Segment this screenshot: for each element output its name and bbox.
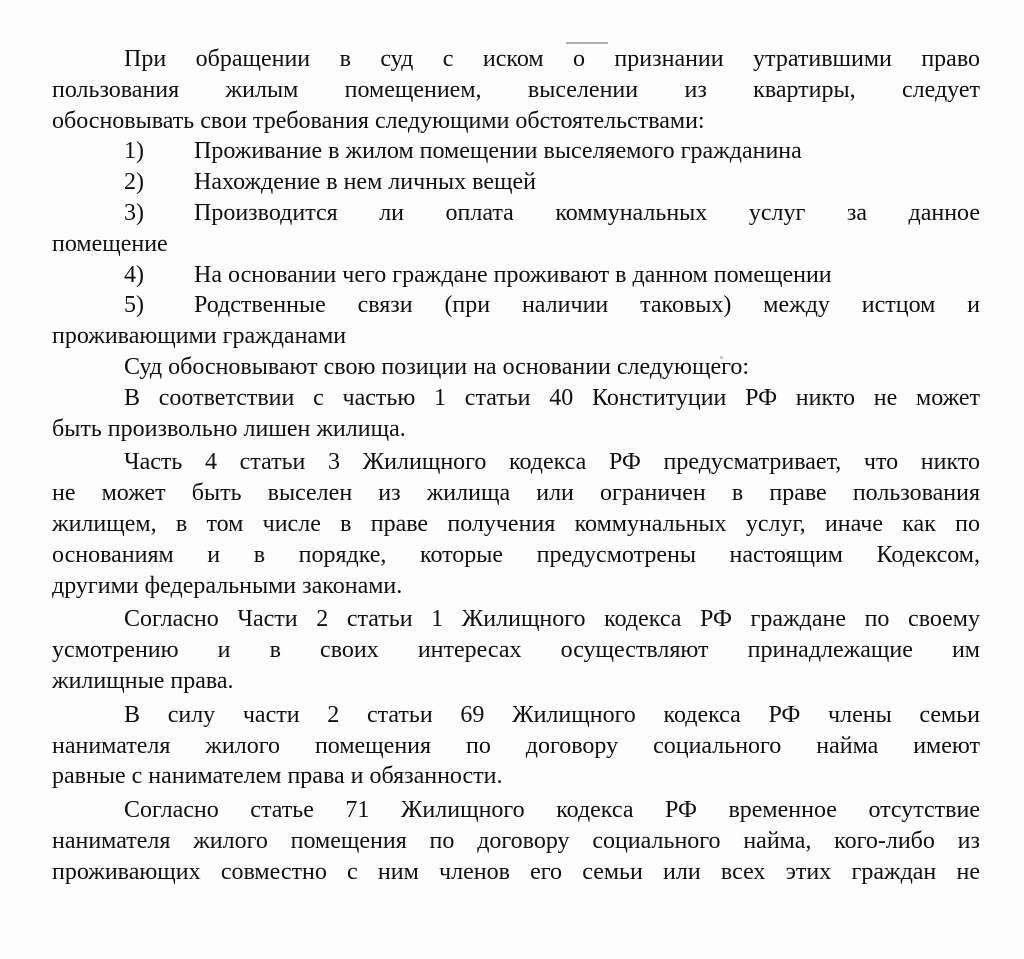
list-item-2-number: 2) — [124, 169, 144, 196]
document-body — [52, 44, 980, 888]
list-item-1 — [52, 136, 980, 167]
paragraph-3-line-3: жилищем, в том числе в праве получения коммунальных услуг, иначе как по — [52, 510, 980, 537]
paragraph-2-line-1: В соответствии с частью 1 статьи 40 Конституции РФ никто не может — [124, 384, 980, 411]
list-item-1-text: Проживание в жилом помещении выселяемого гражданина — [194, 138, 802, 165]
list-item-3-number: 3) — [124, 199, 144, 226]
paragraph-court: Суд обосновывают свою позиции на основании следующего: — [124, 353, 750, 380]
paragraph-5-line-3: равные с нанимателем права и обязанности. — [52, 763, 503, 790]
paragraph-6-line-1: Согласно статье 71 Жилищного кодекса РФ временное отсутствие — [124, 797, 980, 824]
list-item-5 — [52, 290, 980, 321]
paragraph-3-line-1: Часть 4 статьи 3 Жилищного кодекса РФ предусматривает, что никто — [124, 449, 980, 476]
list-item-4-number: 4) — [124, 261, 144, 288]
paragraph-1-line-3: обосновывать свои требования следующими обстоятельствами: — [52, 107, 705, 134]
paragraph-1-line-2: пользования жилым помещением, выселении из квартиры, следует — [52, 76, 980, 103]
list-item-5-text: Родственные связи (при наличии таковых) между истцом и — [194, 292, 980, 319]
paragraph-5-line-2: нанимателя жилого помещения по договору социального найма имеют — [52, 732, 980, 759]
list-item-4-text: На основании чего граждане проживают в данном помещении — [194, 261, 832, 288]
list-item-3 — [52, 198, 980, 229]
paragraph-1-line-1: При обращении в суд с иском о признании утратившими право — [124, 46, 980, 72]
paragraph-3-line-4: основаниям и в порядке, которые предусмотрены настоящим Кодексом, — [52, 541, 980, 568]
paragraph-4-line-1: Согласно Части 2 статьи 1 Жилищного кодекса РФ граждане по своему — [124, 606, 980, 633]
list-item-5-continuation: проживающими гражданами — [52, 323, 347, 350]
paragraph-4-line-2: усмотрению и в своих интересах осуществляют принадлежащие им — [52, 637, 980, 664]
paragraph-3-line-5: другими федеральными законами. — [52, 572, 403, 599]
list-item-3-continuation: помещение — [52, 230, 168, 257]
paragraph-6-line-2: нанимателя жилого помещения по договору социального найма, кого-либо из — [52, 827, 980, 854]
paragraph-6-line-3: проживающих совместно с ним членов его семьи или всех этих граждан не — [52, 858, 980, 885]
paragraph-5-line-1: В силу части 2 статьи 69 Жилищного кодекса РФ члены семьи — [124, 701, 980, 728]
paragraph-2-line-2: быть произвольно лишен жилища. — [52, 415, 406, 442]
list-item-2-text: Нахождение в нем личных вещей — [194, 169, 536, 196]
paragraph-4-line-3: жилищные права. — [52, 667, 234, 694]
list-item-3-text: Производится ли оплата коммунальных услуг за данное — [194, 199, 980, 226]
list-item-4 — [52, 260, 980, 291]
paragraph-3-line-2: не может быть выселен из жилища или ограничен в праве пользования — [52, 480, 980, 507]
list-item-2 — [52, 167, 980, 198]
list-item-5-number: 5) — [124, 292, 144, 319]
list-item-1-number: 1) — [124, 138, 144, 165]
